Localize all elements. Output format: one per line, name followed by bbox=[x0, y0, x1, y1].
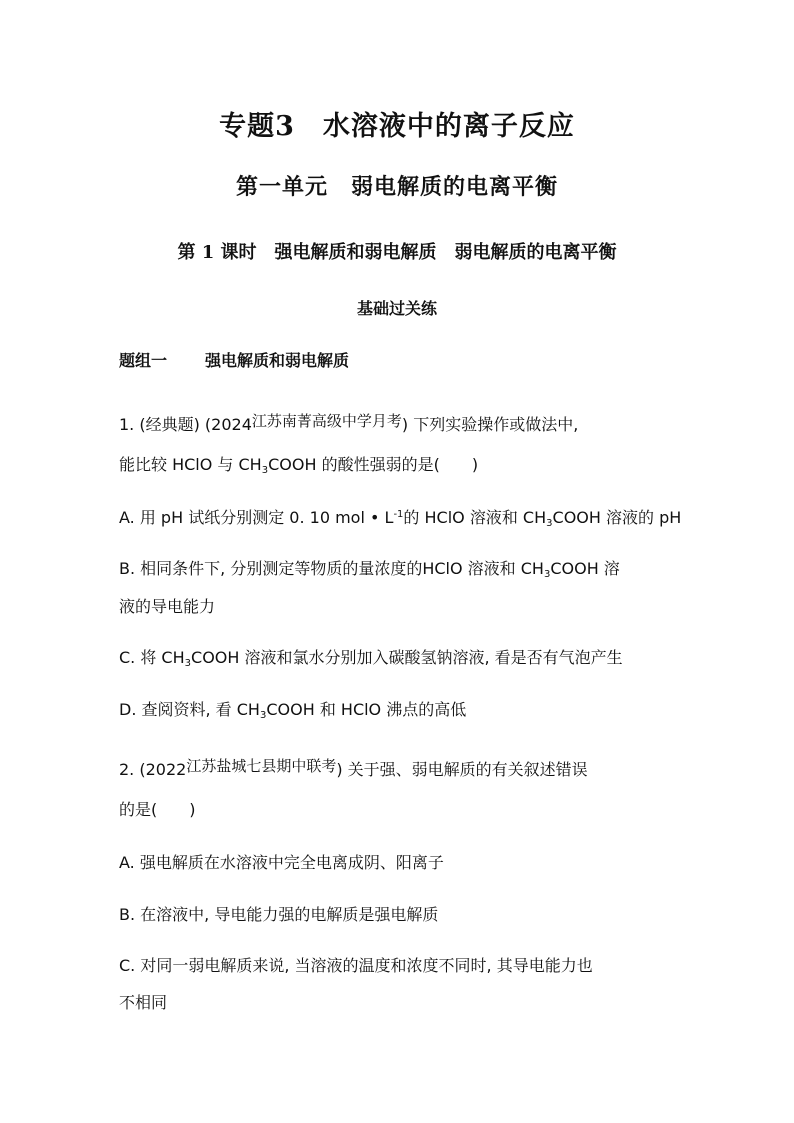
q2-option-c-line-2: 不相同 bbox=[119, 993, 168, 1012]
q1-option-c: C. 将 $CH_3COOH$ 溶液和氯水分别加入碳酸氢钠溶液, 看是否有气泡产生 bbox=[119, 648, 623, 669]
q2-option-b: B. 在溶液中, 导电能力强的电解质是强电解质 bbox=[119, 905, 439, 924]
q1-stem-line-1: 1. (经典题) (2024江苏南菁高级中学月考) 下列实验操作或做法中, bbox=[119, 412, 579, 434]
section-title: 基础过关练 bbox=[356, 299, 437, 318]
q1-stem-line-2: 能比较 HClO 与 $CH_3COOH$ 的酸性强弱的是( ) bbox=[119, 455, 479, 476]
q2-stem-line-2: 的是( ) bbox=[119, 800, 196, 819]
unit-title: 第一单元 弱电解质的电离平衡 bbox=[235, 174, 558, 200]
q1-option-d: D. 查阅资料, 看 $CH_3COOH$ 和 HClO 沸点的高低 bbox=[119, 700, 467, 721]
q2-option-a: A. 强电解质在水溶液中完全电离成阴、阳离子 bbox=[119, 853, 444, 872]
lesson-title: 第 1 课时 强电解质和弱电解质 弱电解质的电离平衡 bbox=[177, 242, 617, 263]
group-label: 题组一 bbox=[119, 351, 168, 370]
q2-stem-line-1: 2. (2022江苏盐城七县期中联考) 关于强、弱电解质的有关叙述错误 bbox=[119, 757, 588, 779]
q1-option-b-line-1: B. 相同条件下, 分别测定等物质的量浓度的HClO 溶液和 $CH_3COOH$ 溶 bbox=[119, 559, 620, 580]
q1-option-b-line-2: 液的导电能力 bbox=[119, 597, 216, 616]
q1-option-a: A. 用 pH 试纸分别测定 0. 10 mol • $L^{-1}$的 HClO 溶液和 $CH_3COOH$ 溶液的 pH bbox=[119, 508, 682, 529]
q1-source: 江苏南菁高级中学月考 bbox=[251, 412, 402, 430]
q2-source: 江苏盐城七县期中联考 bbox=[186, 757, 337, 775]
chapter-title: 专题3 水溶液中的离子反应 bbox=[219, 111, 575, 142]
group-topic: 强电解质和弱电解质 bbox=[205, 351, 350, 370]
question-group-heading bbox=[119, 348, 349, 371]
q2-option-c-line-1: C. 对同一弱电解质来说, 当溶液的温度和浓度不同时, 其导电能力也 bbox=[119, 956, 593, 975]
